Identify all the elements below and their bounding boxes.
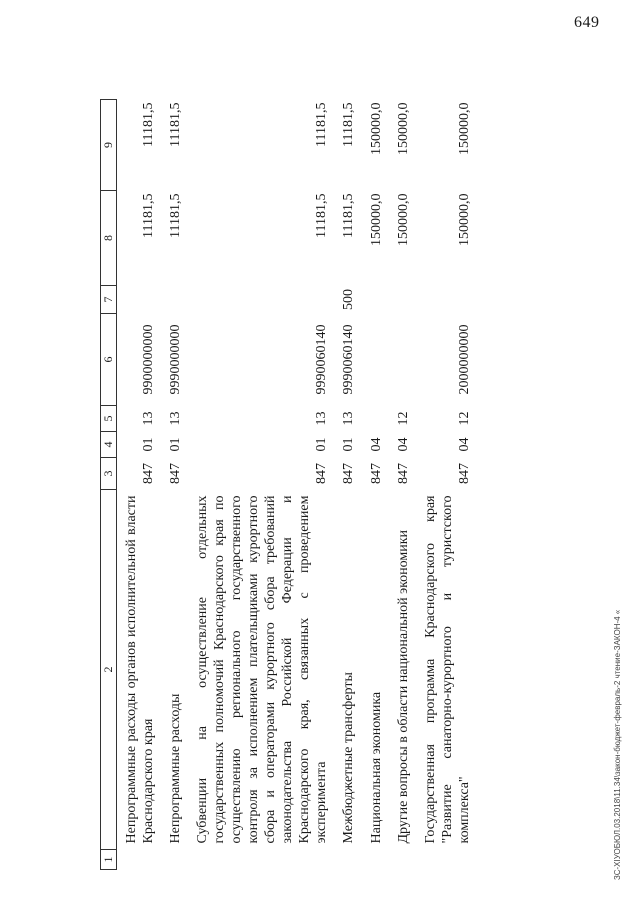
cell-target-article: 9990060140 [314,324,330,395]
table-row [334,100,361,870]
cell-ministry-code: 847 [368,463,384,484]
table-row [161,100,188,870]
cell-amount-9: 11181,5 [341,102,357,147]
cell-ministry-code: 847 [140,463,156,484]
cell-amount-9: 11181,5 [140,102,156,147]
cell-ministry-code: 847 [341,463,357,484]
row-index-cell [116,850,161,870]
cell-amount-9: 11181,5 [314,102,330,147]
column-header-2: 2 [101,490,117,850]
cell-amount-8: 11181,5 [167,193,183,238]
cell-section: 01 [140,437,156,452]
cell-amount-8: 150000,0 [456,193,472,246]
column-header-7: 7 [101,286,117,314]
cell-target-article [389,314,416,406]
cell-section: 01 [167,437,183,452]
cell-expense-type [389,286,416,314]
cell-ministry-code: 847 [167,463,183,484]
cell-expense-type [116,286,161,314]
row-name: Непрограммные расходы [167,693,183,844]
budget-table [100,99,477,870]
cell-amount-8: 11181,5 [140,193,156,238]
cell-subsection: 13 [140,411,156,426]
cell-subsection: 13 [314,411,330,426]
column-number-header-row [101,100,117,870]
column-header-9: 9 [101,100,117,191]
budget-table-sheet [100,100,630,870]
cell-amount-8: 11181,5 [314,193,330,238]
row-index-cell [362,850,389,870]
row-name: Государственная программа Краснодарского края "Развитие санаторно-курортного и туристского комплекса" [422,495,472,844]
cell-section: 01 [314,437,330,452]
cell-subsection: 13 [167,411,183,426]
cell-expense-type [362,286,389,314]
cell-amount-9: 150000,0 [456,102,472,155]
cell-section: 01 [341,437,357,452]
cell-expense-type [161,286,188,314]
cell-target-article [362,314,389,406]
file-path-note: ЗС-XIУОБЮЛ.03.2018\11.34\закон-бюджет-февраль-2 чтение-ЗАКОН-4 « [613,609,622,880]
cell-section: 04 [456,437,472,452]
row-index-cell [188,850,335,870]
row-name: Другие вопросы в области национальной экономики [395,529,411,844]
cell-expense-type [416,286,477,314]
column-header-3: 3 [101,458,117,490]
cell-target-article: 2000000000 [456,324,472,395]
page-number: 649 [574,14,600,31]
cell-amount-9: 150000,0 [395,102,411,155]
cell-amount-8: 150000,0 [368,193,384,246]
row-index-cell [161,850,188,870]
column-header-8: 8 [101,191,117,286]
cell-expense-type: 500 [341,289,357,310]
cell-ministry-code: 847 [314,463,330,484]
cell-target-article: 9900000000 [140,324,156,395]
column-header-6: 6 [101,314,117,406]
cell-ministry-code: 847 [395,463,411,484]
cell-expense-type [188,286,335,314]
row-name: Субвенции на осуществление отдельных государственных полномочий Краснодарского края по осуществлению регионального государственного контроля за исполнением плательщиками курортного сбора и операторами курортного сбора требований законодательства Российской Федерации и Краснодарского края, связанных с проведением эксперимента [194,495,330,844]
cell-target-article: 9990000000 [167,324,183,395]
cell-subsection: 13 [341,411,357,426]
cell-section: 04 [368,437,384,452]
row-name: Межбюджетные трансферты [341,672,357,844]
row-name: Национальная экономика [368,691,384,844]
cell-subsection [362,406,389,432]
row-index-cell [389,850,416,870]
cell-ministry-code: 847 [456,463,472,484]
column-header-4: 4 [101,432,117,458]
column-header-5: 5 [101,406,117,432]
table-row [416,100,477,870]
table-row [362,100,389,870]
cell-subsection: 12 [456,411,472,426]
row-index-cell [334,850,361,870]
cell-subsection: 12 [395,411,411,426]
row-index-cell [416,850,477,870]
row-name: Непрограммные расходы органов исполнительной власти Краснодарского края [123,495,156,844]
cell-target-article: 9990060140 [341,324,357,395]
table-row [188,100,335,870]
cell-amount-9: 150000,0 [368,102,384,155]
column-header-1: 1 [101,850,117,870]
cell-amount-8: 11181,5 [341,193,357,238]
table-row [389,100,416,870]
cell-amount-8: 150000,0 [395,193,411,246]
cell-amount-9: 11181,5 [167,102,183,147]
cell-section: 04 [395,437,411,452]
table-row [116,100,161,870]
